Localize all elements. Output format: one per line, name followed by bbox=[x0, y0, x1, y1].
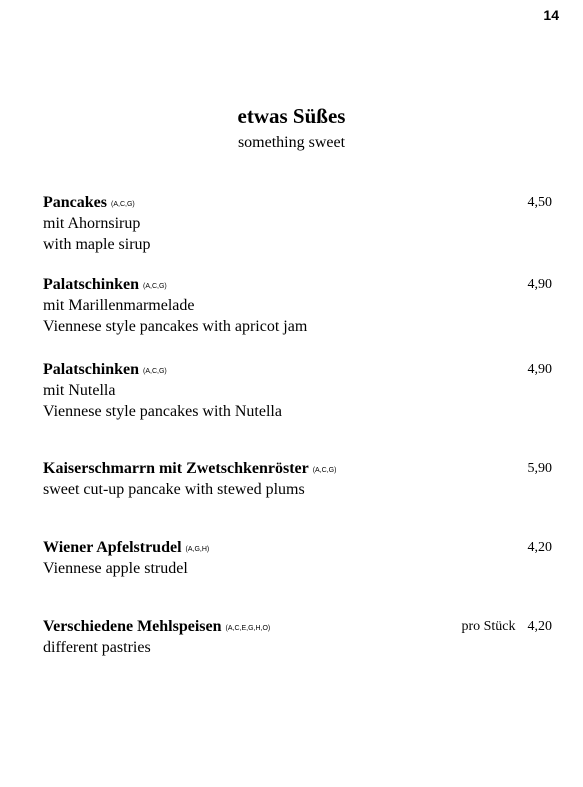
menu-item-palatschinken-apricot bbox=[43, 274, 552, 337]
menu-item-description-de: mit Nutella bbox=[43, 382, 116, 399]
menu-item-description-de: mit Marillenmarmelade bbox=[43, 297, 195, 314]
section-subtitle: something sweet bbox=[237, 134, 346, 151]
menu-item-name: Verschiedene Mehlspeisen bbox=[43, 618, 222, 635]
menu-item-name: Palatschinken bbox=[43, 361, 140, 378]
menu-item-header bbox=[43, 274, 552, 295]
menu-item-price: 4,90 bbox=[527, 362, 552, 377]
menu-item-kaiserschmarrn bbox=[43, 458, 552, 500]
menu-item-price: 5,90 bbox=[527, 461, 552, 476]
menu-item-name: Palatschinken bbox=[43, 276, 140, 293]
menu-item-mehlspeisen bbox=[43, 616, 552, 658]
allergen-codes: (A,C,G) bbox=[312, 467, 337, 474]
unit-label: pro Stück bbox=[461, 619, 516, 634]
allergen-codes: (A,C,G) bbox=[143, 283, 167, 290]
allergen-codes: (A,C,G) bbox=[143, 368, 167, 375]
menu-item-header bbox=[43, 359, 552, 380]
section-title: etwas Süßes bbox=[237, 104, 346, 128]
menu-item-header bbox=[43, 537, 552, 558]
price-block bbox=[528, 359, 553, 380]
allergen-codes: (A,C,E,G,H,O) bbox=[225, 625, 271, 632]
menu-item-description-en: with maple sirup bbox=[43, 236, 151, 253]
menu-item-description-en: sweet cut-up pancake with stewed plums bbox=[43, 481, 305, 498]
price-block bbox=[461, 616, 552, 637]
menu-item-apfelstrudel bbox=[43, 537, 552, 579]
menu-item-header bbox=[43, 192, 552, 213]
menu-item-header bbox=[43, 458, 552, 479]
section-header bbox=[0, 104, 583, 154]
page-number: 14 bbox=[543, 7, 559, 23]
menu-item-price: 4,50 bbox=[527, 195, 552, 210]
allergen-codes: (A,C,G) bbox=[111, 201, 135, 208]
menu-item-description-de: mit Ahornsirup bbox=[43, 215, 141, 232]
menu-item-header bbox=[43, 616, 552, 637]
price-block bbox=[528, 458, 553, 479]
price-block bbox=[528, 192, 553, 213]
menu-item-description-en: Viennese style pancakes with Nutella bbox=[43, 403, 282, 420]
price-block bbox=[528, 537, 553, 558]
menu-item-name: Wiener Apfelstrudel bbox=[43, 539, 182, 556]
menu-item-description-en: Viennese style pancakes with apricot jam bbox=[43, 318, 308, 335]
menu-item-pancakes bbox=[43, 192, 552, 255]
allergen-codes: (A,G,H) bbox=[185, 546, 210, 553]
price-block bbox=[528, 274, 553, 295]
menu-item-price: 4,90 bbox=[527, 277, 552, 292]
menu-item-name: Kaiserschmarrn mit Zwetschkenröster bbox=[43, 460, 309, 477]
menu-item-price: 4,20 bbox=[527, 540, 552, 555]
menu-item-name: Pancakes bbox=[43, 194, 107, 211]
menu-item-price: 4,20 bbox=[527, 619, 552, 634]
menu-item-description-en: Viennese apple strudel bbox=[43, 560, 188, 577]
menu-item-palatschinken-nutella bbox=[43, 359, 552, 422]
menu-item-description-en: different pastries bbox=[43, 639, 151, 656]
